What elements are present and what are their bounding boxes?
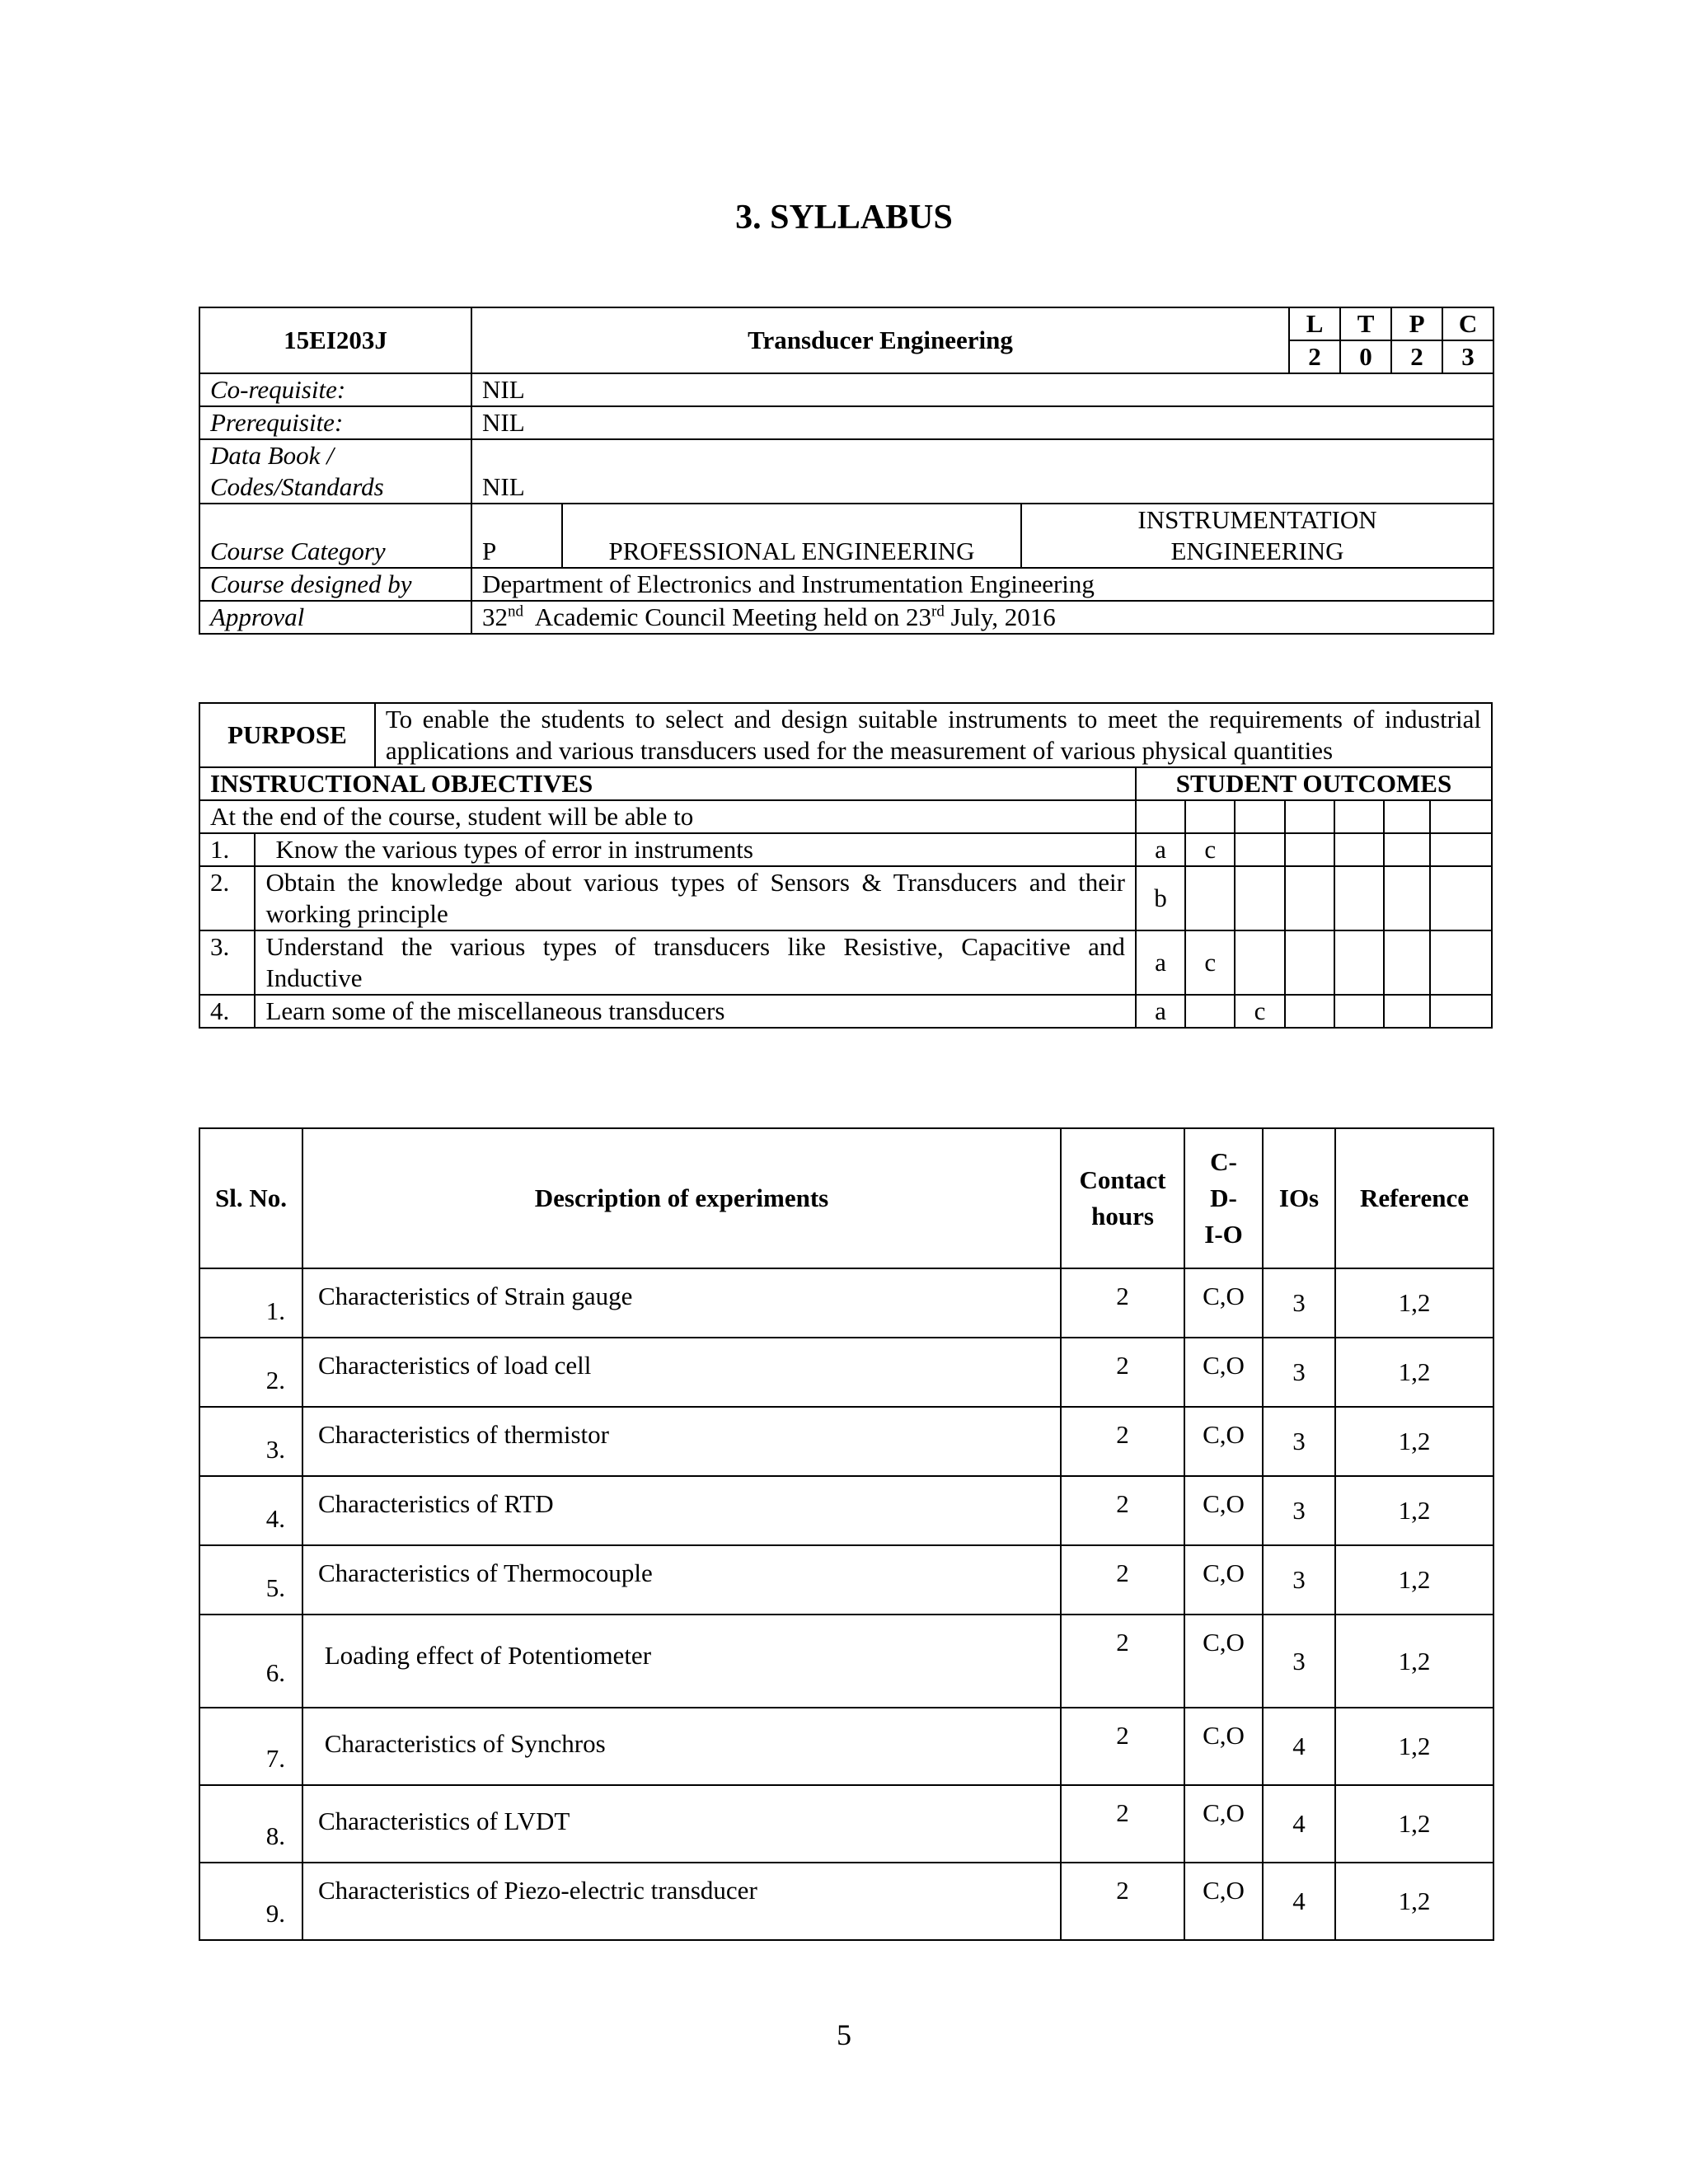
designed-by-label: Course designed by — [199, 568, 471, 601]
exp-reference: 1,2 — [1335, 1615, 1493, 1708]
exp-reference: 1,2 — [1335, 1338, 1493, 1407]
table-row — [199, 1615, 1493, 1708]
approval-value — [471, 601, 1493, 634]
exp-sl: 5. — [199, 1545, 302, 1615]
objective-num: 4. — [199, 995, 255, 1028]
outcome-cell: c — [1235, 995, 1284, 1028]
databook-label-line2: Codes/Standards — [210, 472, 384, 501]
exp-reference: 1,2 — [1335, 1268, 1493, 1338]
table-row — [199, 1338, 1493, 1407]
exp-ios: 3 — [1263, 1338, 1335, 1407]
exp-ios: 4 — [1263, 1785, 1335, 1863]
exp-reference: 1,2 — [1335, 1863, 1493, 1940]
exp-sl: 9. — [199, 1863, 302, 1940]
designed-by-value: Department of Electronics and Instrumentation Engineering — [471, 568, 1493, 601]
course-code: 15EI203J — [199, 307, 471, 373]
outcome-cell: c — [1185, 833, 1235, 866]
category-name: PROFESSIONAL ENGINEERING — [562, 504, 1021, 568]
objective-num: 2. — [199, 866, 255, 930]
header-cdio — [1184, 1128, 1263, 1268]
outcome-cell — [1334, 866, 1384, 930]
exp-sl: 3. — [199, 1407, 302, 1476]
outcome-cell — [1430, 995, 1492, 1028]
outcome-cell — [1430, 833, 1492, 866]
exp-hours: 2 — [1061, 1338, 1184, 1407]
table-row — [199, 1863, 1493, 1940]
outcome-cell: b — [1136, 866, 1185, 930]
exp-ios: 3 — [1263, 1615, 1335, 1708]
header-contact-hours-line1: Contact — [1079, 1165, 1166, 1194]
outcome-cell — [1334, 995, 1384, 1028]
approval-mid: Academic Council Meeting held on 23 — [523, 602, 932, 631]
exp-hours: 2 — [1061, 1545, 1184, 1615]
ltpc-value-p: 2 — [1391, 340, 1442, 373]
outcome-cell — [1185, 995, 1235, 1028]
course-name: Transducer Engineering — [471, 307, 1289, 373]
header-contact-hours-line2: hours — [1091, 1202, 1154, 1230]
page-title: 3. SYLLABUS — [735, 199, 953, 237]
ltpc-value-l: 2 — [1289, 340, 1340, 373]
approval-end: July, 2016 — [944, 602, 1056, 631]
purpose-text: To enable the students to select and design suitable instruments to meet the requirements of industrial applications and various transducers used for the measurement of various physical quantities — [375, 703, 1492, 767]
table-row — [199, 1708, 1493, 1785]
exp-cdio: C,O — [1184, 1785, 1263, 1863]
category-dept-line1: INSTRUMENTATION — [1137, 505, 1377, 534]
header-ios: IOs — [1263, 1128, 1335, 1268]
objective-row — [199, 930, 1492, 995]
category-dept-line2: ENGINEERING — [1170, 537, 1344, 565]
header-cdio-line2: D- — [1210, 1183, 1237, 1212]
exp-description: Characteristics of Strain gauge — [302, 1268, 1061, 1338]
objective-text: Know the various types of error in instruments — [255, 833, 1135, 866]
outcome-cell — [1285, 833, 1334, 866]
exp-description: Characteristics of LVDT — [302, 1785, 1061, 1863]
exp-sl: 7. — [199, 1708, 302, 1785]
exp-sl: 2. — [199, 1338, 302, 1407]
category-code: P — [471, 504, 562, 568]
ltpc-value-t: 0 — [1340, 340, 1391, 373]
exp-hours: 2 — [1061, 1407, 1184, 1476]
outcome-cell: c — [1185, 930, 1235, 995]
table-row — [199, 1407, 1493, 1476]
table-row — [199, 1785, 1493, 1863]
databook-label — [199, 439, 471, 504]
header-contact-hours — [1061, 1128, 1184, 1268]
header-reference: Reference — [1335, 1128, 1493, 1268]
databook-label-line1: Data Book / — [210, 441, 334, 470]
prerequisite-label: Prerequisite: — [199, 406, 471, 439]
exp-ios: 3 — [1263, 1268, 1335, 1338]
purpose-label: PURPOSE — [199, 703, 375, 767]
outcome-cell — [1235, 930, 1284, 995]
objective-row — [199, 866, 1492, 930]
exp-cdio: C,O — [1184, 1863, 1263, 1940]
header-sl-no: Sl. No. — [199, 1128, 302, 1268]
outcome-cell — [1285, 995, 1334, 1028]
outcome-cell — [1384, 833, 1430, 866]
exp-cdio: C,O — [1184, 1407, 1263, 1476]
table-row — [199, 1476, 1493, 1545]
course-info-table — [199, 307, 1494, 635]
exp-ios: 4 — [1263, 1863, 1335, 1940]
exp-description: Characteristics of Thermocouple — [302, 1545, 1061, 1615]
ltpc-header-p: P — [1391, 307, 1442, 340]
exp-ios: 3 — [1263, 1407, 1335, 1476]
approval-num-sup: nd — [508, 602, 523, 621]
outcome-cell — [1285, 930, 1334, 995]
outcome-cell — [1285, 866, 1334, 930]
outcome-cell — [1185, 866, 1235, 930]
exp-description: Characteristics of Synchros — [302, 1708, 1061, 1785]
exp-hours: 2 — [1061, 1476, 1184, 1545]
outcome-cell — [1235, 866, 1284, 930]
exp-sl: 8. — [199, 1785, 302, 1863]
objective-num: 1. — [199, 833, 255, 866]
outcome-cell — [1384, 995, 1430, 1028]
objective-text: Learn some of the miscellaneous transducers — [255, 995, 1135, 1028]
outcome-cell: a — [1136, 833, 1185, 866]
outcome-cell: a — [1136, 995, 1185, 1028]
exp-description: Loading effect of Potentiometer — [302, 1615, 1061, 1708]
ltpc-header-c: C — [1442, 307, 1493, 340]
instructional-objectives-header: INSTRUCTIONAL OBJECTIVES — [199, 767, 1136, 800]
exp-ios: 3 — [1263, 1545, 1335, 1615]
exp-hours: 2 — [1061, 1615, 1184, 1708]
exp-hours: 2 — [1061, 1268, 1184, 1338]
exp-sl: 6. — [199, 1615, 302, 1708]
exp-description: Characteristics of thermistor — [302, 1407, 1061, 1476]
objective-row — [199, 833, 1492, 866]
objective-text: Obtain the knowledge about various types of Sensors & Transducers and their working principle — [255, 866, 1135, 930]
outcome-cell — [1235, 833, 1284, 866]
exp-reference: 1,2 — [1335, 1545, 1493, 1615]
outcome-cell — [1430, 866, 1492, 930]
ltpc-header-l: L — [1289, 307, 1340, 340]
corequisite-value: NIL — [471, 373, 1493, 406]
exp-reference: 1,2 — [1335, 1476, 1493, 1545]
exp-reference: 1,2 — [1335, 1785, 1493, 1863]
corequisite-label: Co-requisite: — [199, 373, 471, 406]
student-outcomes-header: STUDENT OUTCOMES — [1136, 767, 1492, 800]
exp-reference: 1,2 — [1335, 1708, 1493, 1785]
exp-sl: 4. — [199, 1476, 302, 1545]
header-description: Description of experiments — [302, 1128, 1061, 1268]
exp-cdio: C,O — [1184, 1476, 1263, 1545]
header-cdio-line1: C- — [1210, 1147, 1237, 1176]
ltpc-value-c: 3 — [1442, 340, 1493, 373]
exp-cdio: C,O — [1184, 1268, 1263, 1338]
approval-date-sup: rd — [931, 602, 945, 621]
objectives-intro: At the end of the course, student will be able to — [199, 800, 1136, 833]
outcome-cell — [1430, 930, 1492, 995]
exp-ios: 3 — [1263, 1476, 1335, 1545]
experiments-table — [199, 1127, 1494, 1941]
exp-reference: 1,2 — [1335, 1407, 1493, 1476]
outcome-cell — [1334, 833, 1384, 866]
objective-row — [199, 995, 1492, 1028]
exp-cdio: C,O — [1184, 1545, 1263, 1615]
exp-cdio: C,O — [1184, 1338, 1263, 1407]
outcome-cell — [1384, 866, 1430, 930]
exp-hours: 2 — [1061, 1785, 1184, 1863]
exp-hours: 2 — [1061, 1863, 1184, 1940]
outcome-cell — [1334, 930, 1384, 995]
ltpc-header-t: T — [1340, 307, 1391, 340]
exp-sl: 1. — [199, 1268, 302, 1338]
exp-description: Characteristics of RTD — [302, 1476, 1061, 1545]
page-number: 5 — [837, 2018, 851, 2051]
databook-value: NIL — [471, 439, 1493, 504]
prerequisite-value: NIL — [471, 406, 1493, 439]
header-cdio-line3: I-O — [1204, 1220, 1243, 1249]
approval-num: 32 — [482, 602, 508, 631]
exp-hours: 2 — [1061, 1708, 1184, 1785]
objective-num: 3. — [199, 930, 255, 995]
outcome-cell: a — [1136, 930, 1185, 995]
exp-cdio: C,O — [1184, 1615, 1263, 1708]
objective-text: Understand the various types of transducers like Resistive, Capacitive and Inductive — [255, 930, 1135, 995]
table-row — [199, 1268, 1493, 1338]
objectives-table — [199, 702, 1493, 1029]
experiments-header-row — [199, 1128, 1493, 1268]
category-label: Course Category — [199, 504, 471, 568]
category-dept — [1021, 504, 1493, 568]
exp-description: Characteristics of load cell — [302, 1338, 1061, 1407]
exp-description: Characteristics of Piezo-electric transducer — [302, 1863, 1061, 1940]
approval-label: Approval — [199, 601, 471, 634]
outcome-cell — [1384, 930, 1430, 995]
table-row — [199, 1545, 1493, 1615]
exp-cdio: C,O — [1184, 1708, 1263, 1785]
exp-ios: 4 — [1263, 1708, 1335, 1785]
